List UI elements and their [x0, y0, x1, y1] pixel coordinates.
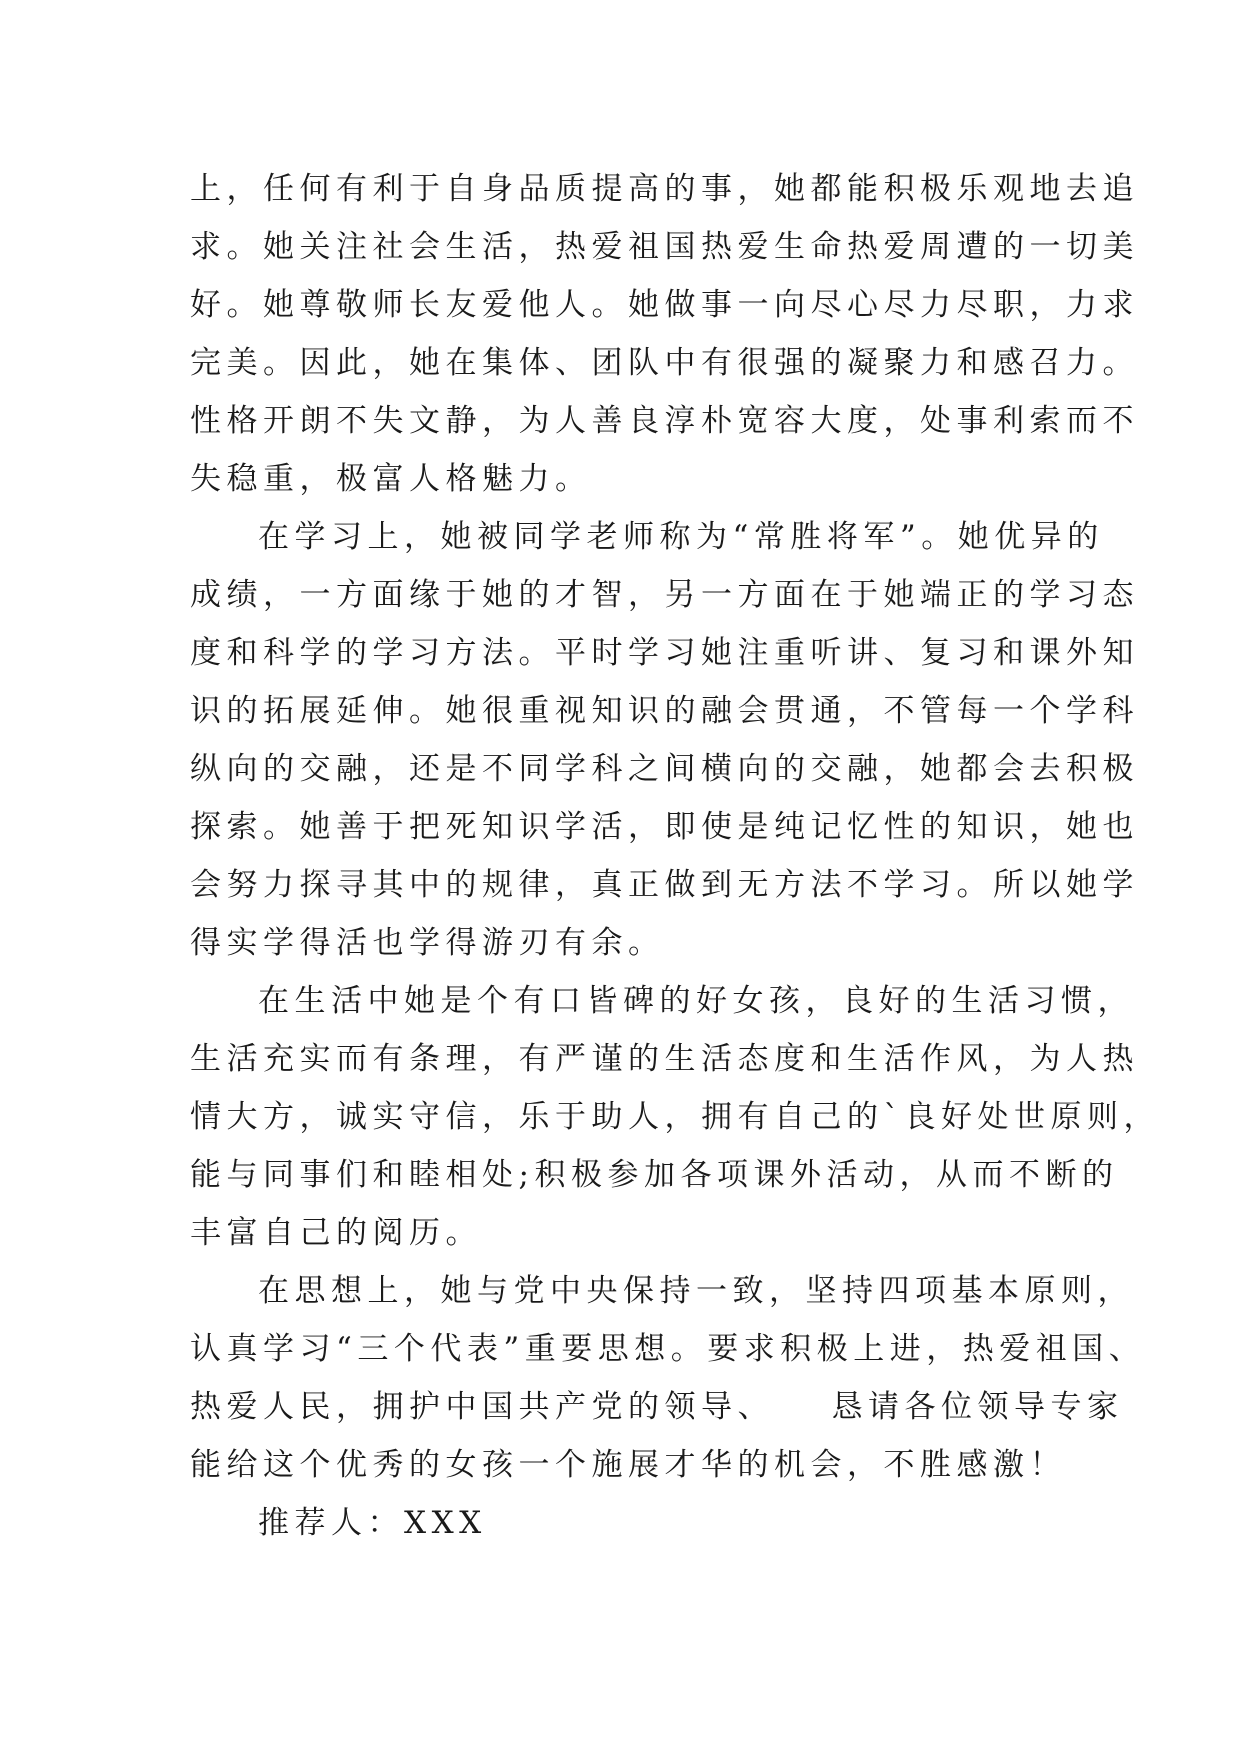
paragraph-line: 丰富自己的阅历。 [190, 1215, 482, 1251]
paragraph-line: 好。她尊敬师长友爱他人。她做事一向尽心尽力尽职，力求 [190, 287, 1139, 323]
paragraph-line: 能与同事们和睦相处;积极参加各项课外活动，从而不断的 [190, 1157, 1119, 1193]
paragraph-first-line: 在生活中她是个有口皆碑的好女孩，良好的生活习惯， [258, 983, 1134, 1019]
paragraph-line: 能给这个优秀的女孩一个施展才华的机会，不胜感激！ [190, 1447, 1066, 1483]
paragraph-line: 上，任何有利于自身品质提高的事，她都能积极乐观地去追 [190, 171, 1139, 207]
paragraph-line: 性格开朗不失文静，为人善良淳朴宽容大度，处事利索而不 [190, 403, 1139, 439]
paragraph-line: 失稳重，极富人格魅力。 [190, 461, 592, 497]
paragraph-line: 生活充实而有条理，有严谨的生活态度和生活作风，为人热 [190, 1041, 1139, 1077]
paragraph-line: 求。她关注社会生活，热爱祖国热爱生命热爱周遭的一切美 [190, 229, 1139, 265]
paragraph-first-line: 在思想上，她与党中央保持一致，坚持四项基本原则， [258, 1273, 1134, 1309]
paragraph-line: 度和科学的学习方法。平时学习她注重听讲、复习和课外知 [190, 635, 1139, 671]
paragraph-line: 识的拓展延伸。她很重视知识的融会贯通，不管每一个学科 [190, 693, 1139, 729]
paragraph-line: 热爱人民，拥护中国共产党的领导、 恳请各位领导专家 [190, 1389, 1124, 1425]
paragraph-line: 纵向的交融，还是不同学科之间横向的交融，她都会去积极 [190, 751, 1139, 787]
document-body [190, 160, 1160, 1552]
paragraph-line: 成绩，一方面缘于她的才智，另一方面在于她端正的学习态 [190, 577, 1139, 613]
paragraph-line: 探索。她善于把死知识学活，即使是纯记忆性的知识，她也 [190, 809, 1139, 845]
paragraph-line: 认真学习“三个代表”重要思想。要求积极上进，热爱祖国、 [190, 1331, 1146, 1367]
paragraph-line: 得实学得活也学得游刃有余。 [190, 925, 665, 961]
paragraph-line: 情大方，诚实守信，乐于助人，拥有自己的`良好处世原则， [190, 1099, 1160, 1135]
paragraph-line: 完美。因此，她在集体、团队中有很强的凝聚力和感召力。 [190, 345, 1139, 381]
paragraph-first-line: 在学习上，她被同学老师称为“常胜将军”。她优异的 [258, 519, 1104, 555]
paragraph-line: 会努力探寻其中的规律，真正做到无方法不学习。所以她学 [190, 867, 1139, 903]
recommender-signature: 推荐人：XXX [258, 1505, 487, 1541]
